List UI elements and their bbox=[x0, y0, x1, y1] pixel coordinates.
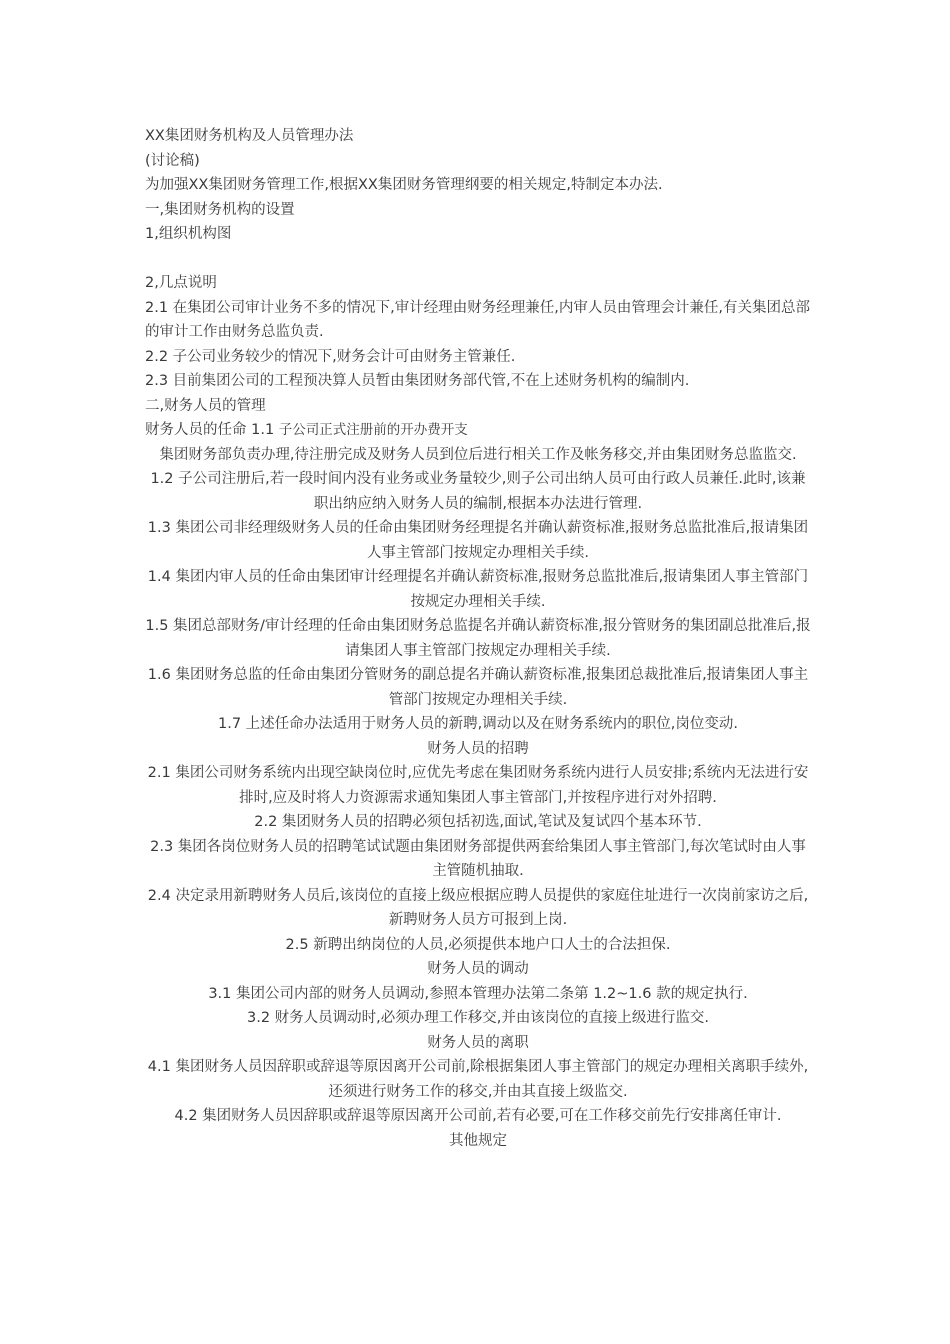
recruitment-2-4: 2.4 决定录用新聘财务人员后,该岗位的直接上级应根据应聘人员提供的家庭住址进行一次岗前家访之后,新聘财务人员方可报到上岗. bbox=[147, 887, 809, 928]
intro-paragraph: 为加强XX集团财务管理工作,根据XX集团财务管理纲要的相关规定,特制定本办法. bbox=[145, 177, 663, 193]
appointment-heading bbox=[145, 418, 811, 443]
recruitment-2-5: 2.5 新聘出纳岗位的人员,必须提供本地户口人士的合法担保. bbox=[285, 936, 671, 953]
appointment-1-3: 1.3 集团公司非经理级财务人员的任命由集团财务经理提名并确认薪资标准,报财务总监批准后,报请集团人事主管部门按规定办理相关手续. bbox=[147, 520, 809, 561]
other-rules-heading: 其他规定 bbox=[449, 1132, 507, 1149]
section-heading-2: 二,财务人员的管理 bbox=[145, 397, 266, 414]
transfer-heading: 财务人员的调动 bbox=[427, 961, 529, 977]
section-heading-1: 一,集团财务机构的设置 bbox=[145, 201, 295, 218]
org-chart-placeholder bbox=[145, 247, 811, 272]
resignation-4-1: 4.1 集团财务人员因辞职或辞退等原因离开公司前,除根据集团人事主管部门的规定办理相关离职手续外,还须进行财务工作的移交,并由其直接上级监交. bbox=[147, 1059, 809, 1100]
note-2-2: 2.2 子公司业务较少的情况下,财务会计可由财务主管兼任. bbox=[145, 348, 516, 365]
resignation-4-2: 4.2 集团财务人员因辞职或辞退等原因离开公司前,若有必要,可在工作移交前先行安排离任审计. bbox=[174, 1108, 782, 1124]
appointment-heading-sub: 子公司正式注册前的开办费开支 bbox=[278, 422, 468, 438]
resignation-heading: 财务人员的离职 bbox=[427, 1034, 529, 1051]
appointment-1-6: 1.6 集团财务总监的任命由集团分管财务的副总提名并确认薪资标准,报集团总裁批准后,报请集团人事主管部门按规定办理相关手续. bbox=[147, 667, 809, 708]
document-subtitle: (讨论稿) bbox=[145, 152, 200, 169]
note-2-1: 2.1 在集团公司审计业务不多的情况下,审计经理由财务经理兼任,内审人员由管理会计兼任,有关集团总部的审计工作由财务总监负责. bbox=[145, 299, 810, 340]
recruitment-2-1: 2.1 集团公司财务系统内出现空缺岗位时,应优先考虑在集团财务系统内进行人员安排;系统内无法进行安排时,应及时将人力资源需求通知集团人事主管部门,并按程序进行对外招聘. bbox=[147, 765, 809, 806]
recruitment-2-3: 2.3 集团各岗位财务人员的招聘笔试试题由集团财务部提供两套给集团人事主管部门,每次笔试时由人事主管随机抽取. bbox=[150, 838, 806, 879]
subheading-notes: 2,几点说明 bbox=[145, 275, 217, 291]
note-2-3: 2.3 目前集团公司的工程预决算人员暂由集团财务部代管,不在上述财务机构的编制内. bbox=[145, 373, 690, 389]
recruitment-heading: 财务人员的招聘 bbox=[427, 740, 529, 757]
appointment-1-4: 1.4 集团内审人员的任命由集团审计经理提名并确认薪资标准,报财务总监批准后,报请集团人事主管部门按规定办理相关手续. bbox=[147, 569, 809, 610]
appointment-heading-main: 财务人员的任命 1.1 bbox=[145, 422, 275, 438]
document-page bbox=[145, 124, 811, 1153]
recruitment-2-2: 2.2 集团财务人员的招聘必须包括初选,面试,笔试及复试四个基本环节. bbox=[254, 814, 702, 830]
subheading-org-chart: 1,组织机构图 bbox=[145, 226, 232, 242]
transfer-3-2: 3.2 财务人员调动时,必须办理工作移交,并由该岗位的直接上级进行监交. bbox=[247, 1010, 709, 1026]
appointment-1-7: 1.7 上述任命办法适用于财务人员的新聘,调动以及在财务系统内的职位,岗位变动. bbox=[218, 716, 738, 732]
appointment-1-5: 1.5 集团总部财务/审计经理的任命由集团财务总监提名并确认薪资标准,报分管财务的集团副总批准后,报请集团人事主管部门按规定办理相关手续. bbox=[145, 618, 811, 659]
document-title: XX集团财务机构及人员管理办法 bbox=[145, 128, 354, 144]
transfer-3-1: 3.1 集团公司内部的财务人员调动,参照本管理办法第二条第 1.2~1.6 款的规定执行. bbox=[208, 985, 748, 1002]
appointment-1-1: 集团财务部负责办理,待注册完成及财务人员到位后进行相关工作及帐务移交,并由集团财务总监监交. bbox=[159, 446, 797, 463]
appointment-1-2: 1.2 子公司注册后,若一段时间内没有业务或业务量较少,则子公司出纳人员可由行政人员兼任.此时,该兼职出纳应纳入财务人员的编制,根据本办法进行管理. bbox=[150, 471, 806, 512]
